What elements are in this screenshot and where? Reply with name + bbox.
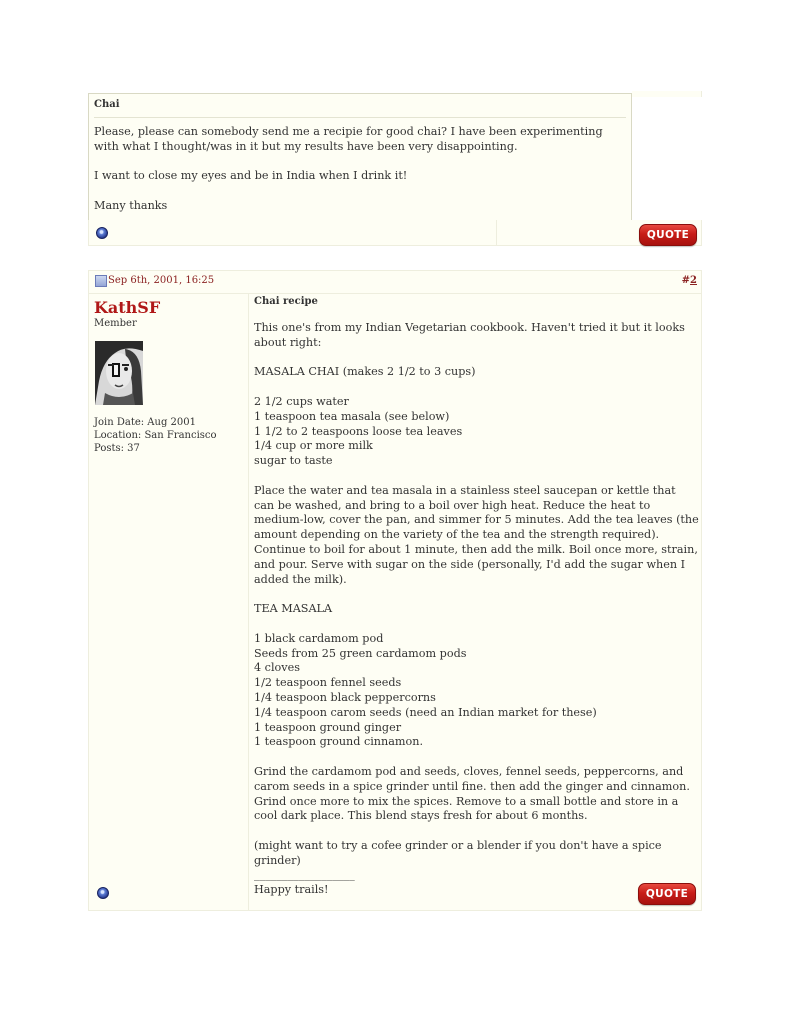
post-2-body-line: 1 teaspoon ground cinnamon. <box>254 735 423 749</box>
post-2-body-line: Seeds from 25 green cardamom pods <box>254 646 467 660</box>
post-2-body-line: Place the water and tea masala in a stainless steel saucepan or kettle that can be washed, and bring to a boil over high heat. Reduce the heat to medium-low, cover the pan, and simmer for 5 minutes. Add the tea leaves (the amount depending on the variety of the tea and the strength required). Continue to boil for about 1 minute, then add the milk. Boil once more, strain, and pour. Serve with sugar on the side (personally, I'd add the sugar when I added the milk). <box>254 483 699 586</box>
user-info-panel <box>89 294 249 910</box>
post-2-body <box>254 321 699 868</box>
post-2-body-line: (might want to try a cofee grinder or a blender if you don't have a spice grinder) <box>254 838 662 867</box>
post-1-body <box>94 125 626 214</box>
post-date: Sep 6th, 2001, 16:25 <box>108 275 215 286</box>
post-1-body-line: I want to close my eyes and be in India when I drink it! <box>94 169 408 183</box>
post-2-body-line: Grind the cardamom pod and seeds, cloves, fennel seeds, peppercorns, and carom seeds in a spice grinder until fine. then add the ginger and cinnamon. Grind once more to mix the spices. Remove to a small bottle and store in a cool dark place. This blend stays fresh for about 6 months. <box>254 764 690 823</box>
post-2-body-line: 1/4 teaspoon black peppercorns <box>254 690 436 704</box>
online-status-icon <box>96 227 108 239</box>
post-number-link[interactable]: 2 <box>690 275 697 286</box>
post-1-footer <box>88 220 702 246</box>
post-2-title: Chai recipe <box>254 296 318 307</box>
user-meta <box>94 416 217 455</box>
post-2-body-line: This one's from my Indian Vegetarian cookbook. Haven't tried it but it looks about right: <box>254 321 685 349</box>
user-join-date: Join Date: Aug 2001 <box>94 417 197 428</box>
post-2-header <box>89 271 701 294</box>
post-1-body-line: Please, please can somebody send me a recipie for good chai? I have been experimenting with what I thought/was in it but my results have been very disappointing. <box>94 125 603 153</box>
post-2-body-line: 1/2 teaspoon fennel seeds <box>254 676 402 690</box>
post-number: #2 <box>681 275 697 286</box>
user-title: Member <box>94 318 137 329</box>
post-2-body-line: TEA MASALA <box>254 602 333 616</box>
post-2-body-line: 2 1/2 cups water <box>254 394 349 408</box>
post-1 <box>88 93 702 252</box>
avatar-image-icon <box>95 341 143 405</box>
post-2-body-line: 1 1/2 to 2 teaspoons loose tea leaves <box>254 424 463 438</box>
avatar[interactable] <box>95 341 143 405</box>
post-1-message <box>88 93 632 221</box>
post-1-title: Chai <box>94 99 120 110</box>
post-2-body-line: MASALA CHAI (makes 2 1/2 to 3 cups) <box>254 365 476 379</box>
username-link[interactable]: KathSF <box>94 298 161 317</box>
post-2-body-line: sugar to taste <box>254 454 333 468</box>
post-2-body-line: 1 teaspoon tea masala (see below) <box>254 409 450 423</box>
quote-button-post-2[interactable]: QUOTE <box>638 883 696 905</box>
user-location: Location: San Francisco <box>94 430 217 441</box>
post-2-body-line: 1 black cardamom pod <box>254 631 384 645</box>
post-icon <box>95 275 107 287</box>
signature: Happy trails! <box>254 883 329 897</box>
post-2-body-line: 1 teaspoon ground ginger <box>254 720 402 734</box>
signature-separator: __________________ <box>254 868 355 882</box>
post-2-body-line: 1/4 cup or more milk <box>254 439 373 453</box>
post-2 <box>88 270 702 911</box>
user-posts: Posts: 37 <box>94 443 140 454</box>
post-2-message <box>254 296 699 898</box>
post-2-body-line: 4 cloves <box>254 661 300 675</box>
online-status-icon <box>97 887 109 899</box>
quote-button-post-1[interactable]: QUOTE <box>639 224 697 246</box>
post-2-body-line: 1/4 teaspoon carom seeds (need an Indian market for these) <box>254 705 597 719</box>
post-1-body-line: Many thanks <box>94 198 168 212</box>
